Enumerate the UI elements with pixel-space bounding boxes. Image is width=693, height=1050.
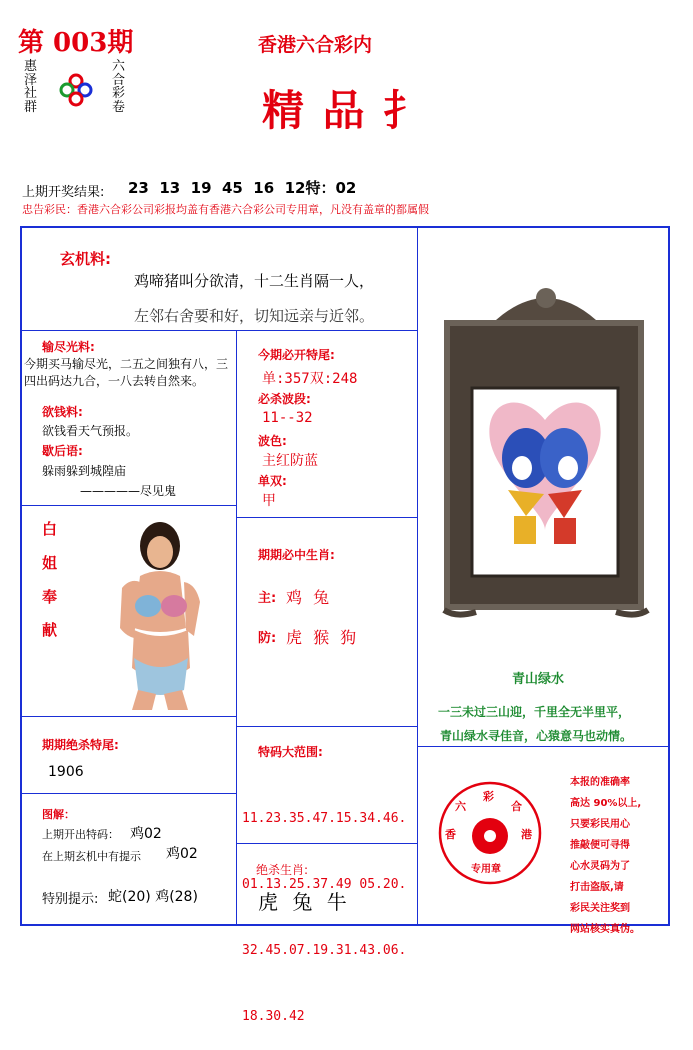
hint-line1-label: 上期开出特码： <box>42 828 119 841</box>
range-line: 18.30.42 <box>242 1009 305 1024</box>
special-label: 特别提示: <box>42 892 99 907</box>
riddle-title: 玄机料: <box>60 250 111 268</box>
disclaimer <box>570 772 641 940</box>
publisher-char: 群 <box>24 99 38 115</box>
want-title: 欲钱料: <box>42 405 83 419</box>
frame-left <box>20 226 22 926</box>
stamp-char: 合 <box>511 800 522 813</box>
tail-title: 今期必开特尾: <box>258 348 335 362</box>
disclaimer-line: 网站核实真伪。 <box>570 924 640 935</box>
results-numbers: 23 13 19 45 16 12特：02 <box>128 179 357 197</box>
row-line <box>236 726 417 727</box>
notice-text: 忠告彩民：香港六合彩公司彩报均盖有香港六合彩公司专用章，凡没有盖章的都属假 <box>22 203 429 216</box>
stamp-char: 港 <box>521 828 532 841</box>
poem-line: 一三未过三山迎，千里全无半里平， <box>438 705 631 719</box>
color-value: 主红防蓝 <box>262 453 318 469</box>
hint-line1-value: 鸡02 <box>130 826 162 842</box>
hint-line2-label: 在上期玄机中有提示 <box>42 850 141 863</box>
framed-picture <box>426 280 666 620</box>
divider-right <box>417 228 418 924</box>
sister-char: 奉 <box>42 587 58 606</box>
frame-top <box>20 226 670 228</box>
stamp-char: 香 <box>445 828 456 841</box>
row-line <box>22 793 236 794</box>
main-label: 主: <box>258 591 277 606</box>
wave-value: 11--32 <box>262 410 313 426</box>
publisher-char: 惠 <box>24 59 38 74</box>
official-stamp <box>437 780 543 886</box>
odd-value: 甲 <box>262 493 276 509</box>
kill-zodiac-value: 虎 兔 牛 <box>258 890 351 914</box>
range-line: 11.23.35.47.15.34.46. <box>242 811 407 826</box>
guard-label: 防: <box>258 631 277 646</box>
range-line: 32.45.07.19.31.43.06. <box>242 943 407 958</box>
range-title: 特码大范围: <box>258 745 323 759</box>
lose-title: 输尽光料: <box>42 340 95 354</box>
picture-caption: 青山绿水 <box>512 672 565 687</box>
page-title: 精 品 扌 <box>262 86 428 135</box>
kill-tail-title: 期期绝杀特尾: <box>42 738 119 752</box>
row-line <box>236 517 417 518</box>
special-value: 蛇(20) 鸡(28) <box>108 889 198 905</box>
disclaimer-line: 打击盗版,请 <box>570 882 624 893</box>
lottery-logo-icon <box>58 72 94 108</box>
riddle-line: 鸡啼猪叫分欲清，十二生肖隔一人， <box>134 272 375 290</box>
publisher-char: 彩 <box>112 86 126 102</box>
poem-line: 青山绿水寻佳音，心猿意马也动情。 <box>440 729 633 743</box>
kill-tail-value: 1906 <box>48 764 84 780</box>
disclaimer-line: 高达 90%以上, <box>570 798 642 809</box>
kill-zodiac-title: 绝杀生肖: <box>256 863 309 877</box>
disclaimer-line: 心水灵码为了 <box>570 861 630 872</box>
color-title: 波色: <box>258 434 287 448</box>
saying-text: 躲雨躲到城隍庙 <box>42 464 127 478</box>
row-line <box>22 330 417 331</box>
zodiac-title: 期期必中生肖: <box>258 548 335 562</box>
stamp-char: 六 <box>455 800 466 813</box>
main-value: 鸡 兔 <box>286 588 333 607</box>
sister-char: 献 <box>42 621 58 640</box>
divider-mid <box>236 330 237 924</box>
publisher-char: 卷 <box>112 99 126 115</box>
riddle-line: 左邻右舍要和好，切知远亲与近邻。 <box>134 307 375 325</box>
stamp-char: 专用章 <box>471 864 501 875</box>
frame-right <box>668 226 670 926</box>
disclaimer-line: 彩民关注奖到 <box>570 903 630 914</box>
want-text: 欲钱看天气预报。 <box>42 424 139 438</box>
results-label: 上期开奖结果: <box>22 185 105 200</box>
header-subtitle: 香港六合彩内 <box>258 34 373 56</box>
publisher-char: 合 <box>112 72 126 88</box>
issue-number: 第 003期 <box>18 28 134 58</box>
saying-answer: —————尽见鬼 <box>80 484 177 498</box>
publisher-right <box>112 60 125 115</box>
lose-text: 今期买马输尽光，二五之间独有八，三四出码达九合，一八去转自然来。 <box>24 357 229 388</box>
guard-value: 虎 猴 狗 <box>286 628 360 647</box>
hint-line2-value: 鸡02 <box>166 846 198 862</box>
publisher-char: 泽 <box>24 72 38 88</box>
row-line <box>22 505 236 506</box>
range-line: 01.13.25.37.49 05.20. <box>242 877 407 892</box>
sister-vertical <box>42 522 57 639</box>
row-line <box>22 716 236 717</box>
row-line <box>417 746 668 747</box>
sister-char: 姐 <box>42 553 58 572</box>
disclaimer-line: 只要彩民用心 <box>570 819 630 830</box>
publisher-char: 六 <box>112 59 126 74</box>
odd-title: 单双: <box>258 474 287 488</box>
wave-title: 必杀波段: <box>258 392 311 406</box>
tail-value: 单:357双:248 <box>262 371 358 387</box>
disclaimer-line: 推敲便可寻得 <box>570 840 630 851</box>
publisher-char: 社 <box>24 86 38 102</box>
hint-title: 图解： <box>42 808 75 821</box>
publisher-left <box>24 60 37 115</box>
saying-title: 歇后语: <box>42 444 83 458</box>
stamp-char: 彩 <box>483 790 494 803</box>
disclaimer-line: 本报的准确率 <box>570 777 630 788</box>
model-photo <box>104 518 210 710</box>
sister-char: 白 <box>42 520 58 538</box>
